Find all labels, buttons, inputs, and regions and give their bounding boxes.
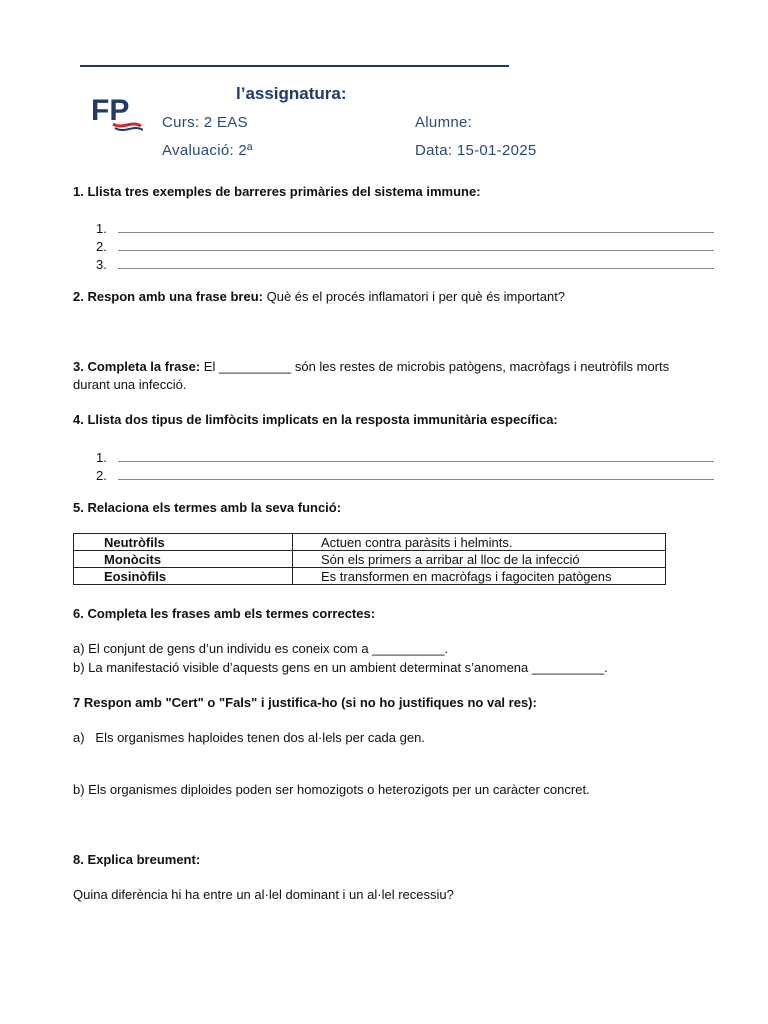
match-table [73,533,666,585]
function-cell: Actuen contra paràsits i helmints. [293,534,666,551]
question-1: 1. Llista tres exemples de barreres primàries del sistema immune: [73,184,481,199]
fp-logo-text: FP [91,94,130,127]
header-rule [80,65,509,67]
term-cell: Eosinòfils [74,568,293,585]
question-7a: a) Els organismes haploides tenen dos al·lels per cada gen. [73,730,425,745]
question-8: 8. Explica breument: [73,852,201,867]
question-3-label: 3. Completa la frase: [73,359,201,374]
fp-logo [91,94,143,134]
question-6b: b) La manifestació visible d’aquests gens en un ambient determinat s’anomena __________. [73,660,608,675]
function-cell: Es transformen en macròfags i fagociten patògens [293,568,666,585]
item-number: 3. [96,257,107,272]
question-5: 5. Relaciona els termes amb la seva funció: [73,500,342,515]
table-row [74,534,666,551]
answer-line-1-3[interactable] [96,257,714,272]
question-4: 4. Llista dos tipus de limfòcits implicats en la resposta immunitària específica: [73,412,558,427]
table-row [74,551,666,568]
item-number: 2. [96,239,107,254]
item-number: 1. [96,221,107,236]
subject-label: l’assignatura: [236,84,347,103]
answer-line-4-1[interactable] [96,450,714,465]
question-8-text: Quina diferència hi ha entre un al·lel dominant i un al·lel recessiu? [73,887,454,902]
table-row [74,568,666,585]
question-7b: b) Els organismes diploides poden ser homozigots o heterozigots per un caràcter concret. [73,782,590,797]
term-cell: Neutròfils [74,534,293,551]
item-number: 2. [96,468,107,483]
course-field: Curs: 2 EAS [162,114,248,131]
question-7: 7 Respon amb "Cert" o "Fals" i justifica-ho (si no ho justifiques no val res): [73,695,537,710]
question-3-text: El __________ són les restes de microbis patògens, macròfags i neutròfils morts [200,359,670,374]
question-6a: a) El conjunt de gens d’un individu es coneix com a __________. [73,641,449,656]
question-3 [73,358,669,376]
question-2-label: 2. Respon amb una frase breu: [73,289,263,304]
question-2-text: Què és el procés inflamatori i per què és important? [263,289,566,304]
evaluation-field: Avaluació: 2ª [162,142,253,159]
student-field[interactable]: Alumne: [415,114,473,131]
date-field: Data: 15-01-2025 [415,142,537,159]
answer-line-1-1[interactable] [96,221,714,236]
question-6: 6. Completa les frases amb els termes correctes: [73,606,376,621]
answer-line-4-2[interactable] [96,468,714,483]
function-cell: Són els primers a arribar al lloc de la infecció [293,551,666,568]
item-number: 1. [96,450,107,465]
answer-line-1-2[interactable] [96,239,714,254]
question-3-cont: durant una infecció. [73,377,187,392]
question-2 [73,288,565,306]
term-cell: Monòcits [74,551,293,568]
